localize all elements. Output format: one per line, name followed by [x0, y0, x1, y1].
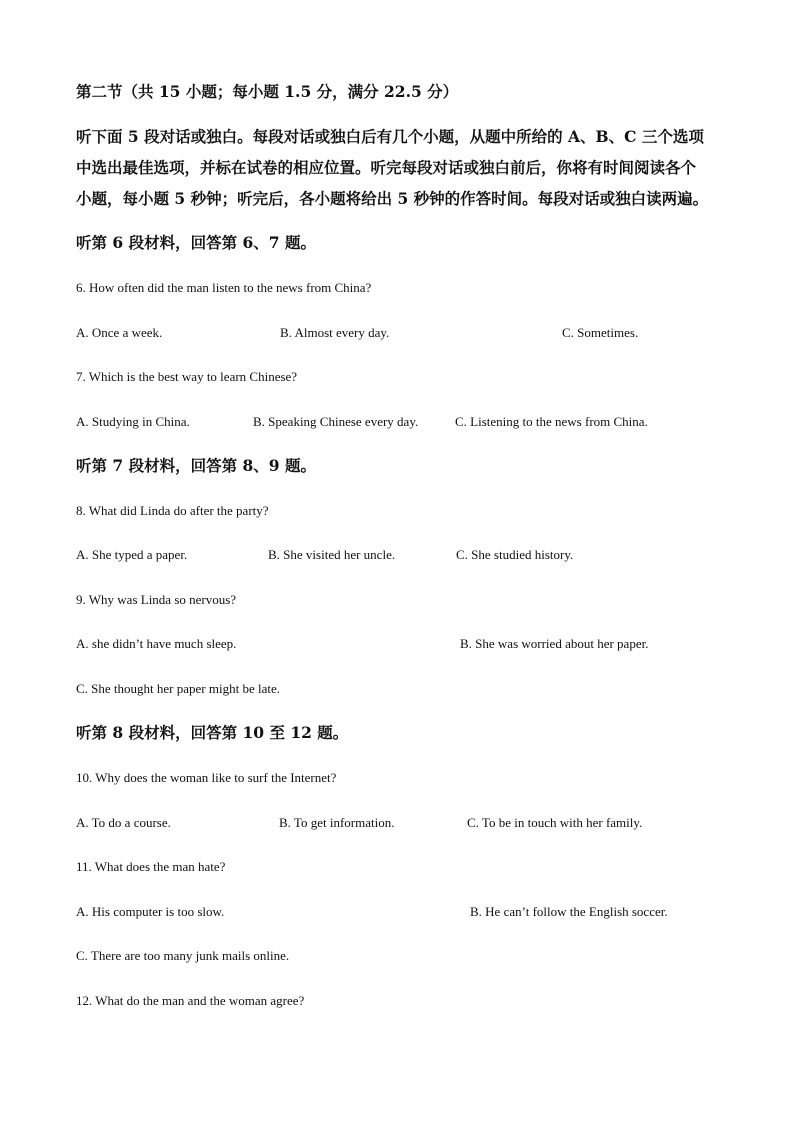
- answer-option: C. She thought her paper might be late.: [76, 681, 280, 696]
- section-title: 第二节（共 15 小题；每小题 1.5 分，满分 22.5 分）: [76, 82, 459, 101]
- answer-option: B. Speaking Chinese every day.: [253, 414, 419, 429]
- answer-option: B. Almost every day.: [280, 325, 390, 340]
- answer-option: A. Studying in China.: [76, 414, 190, 429]
- question-stem: 9. Why was Linda so nervous?: [76, 592, 237, 607]
- answer-option: A. His computer is too slow.: [76, 904, 225, 919]
- answer-option: C. To be in touch with her family.: [467, 815, 643, 830]
- answer-option: A. she didn’t have much sleep.: [76, 636, 237, 651]
- answer-option: C. Sometimes.: [562, 325, 639, 340]
- group-heading: 听第 8 段材料，回答第 10 至 12 题。: [76, 723, 349, 742]
- answer-option: B. He can’t follow the English soccer.: [470, 904, 668, 919]
- instruction-line: 小题，每小题 5 秒钟；听完后，各小题将给出 5 秒钟的作答时间。每段对话或独白读两遍。: [76, 189, 709, 208]
- answer-option: A. To do a course.: [76, 815, 171, 830]
- answer-option: A. Once a week.: [76, 325, 163, 340]
- section-instructions: [76, 121, 724, 214]
- question-stem: 6. How often did the man listen to the news from China?: [76, 280, 372, 295]
- question-stem: 10. Why does the woman like to surf the Internet?: [76, 770, 337, 785]
- question-stem: 12. What do the man and the woman agree?: [76, 993, 305, 1008]
- question-stem: 8. What did Linda do after the party?: [76, 503, 269, 518]
- answer-option: B. She visited her uncle.: [268, 547, 396, 562]
- group-heading: 听第 6 段材料，回答第 6、7 题。: [76, 233, 316, 252]
- instruction-line: 听下面 5 段对话或独白。每段对话或独白后有几个小题，从题中所给的 A、B、C 三个选项: [76, 127, 704, 146]
- question-stem: 11. What does the man hate?: [76, 859, 226, 874]
- answer-option: B. To get information.: [279, 815, 395, 830]
- answer-option: B. She was worried about her paper.: [460, 636, 649, 651]
- question-stem: 7. Which is the best way to learn Chinese?: [76, 369, 298, 384]
- group-heading: 听第 7 段材料，回答第 8、9 题。: [76, 456, 316, 475]
- answer-option: C. There are too many junk mails online.: [76, 948, 290, 963]
- answer-option: A. She typed a paper.: [76, 547, 188, 562]
- instruction-line: 中选出最佳选项，并标在试卷的相应位置。听完每段对话或独白前后，你将有时间阅读各个: [76, 158, 697, 177]
- answer-option: C. Listening to the news from China.: [455, 414, 648, 429]
- answer-option: C. She studied history.: [456, 547, 574, 562]
